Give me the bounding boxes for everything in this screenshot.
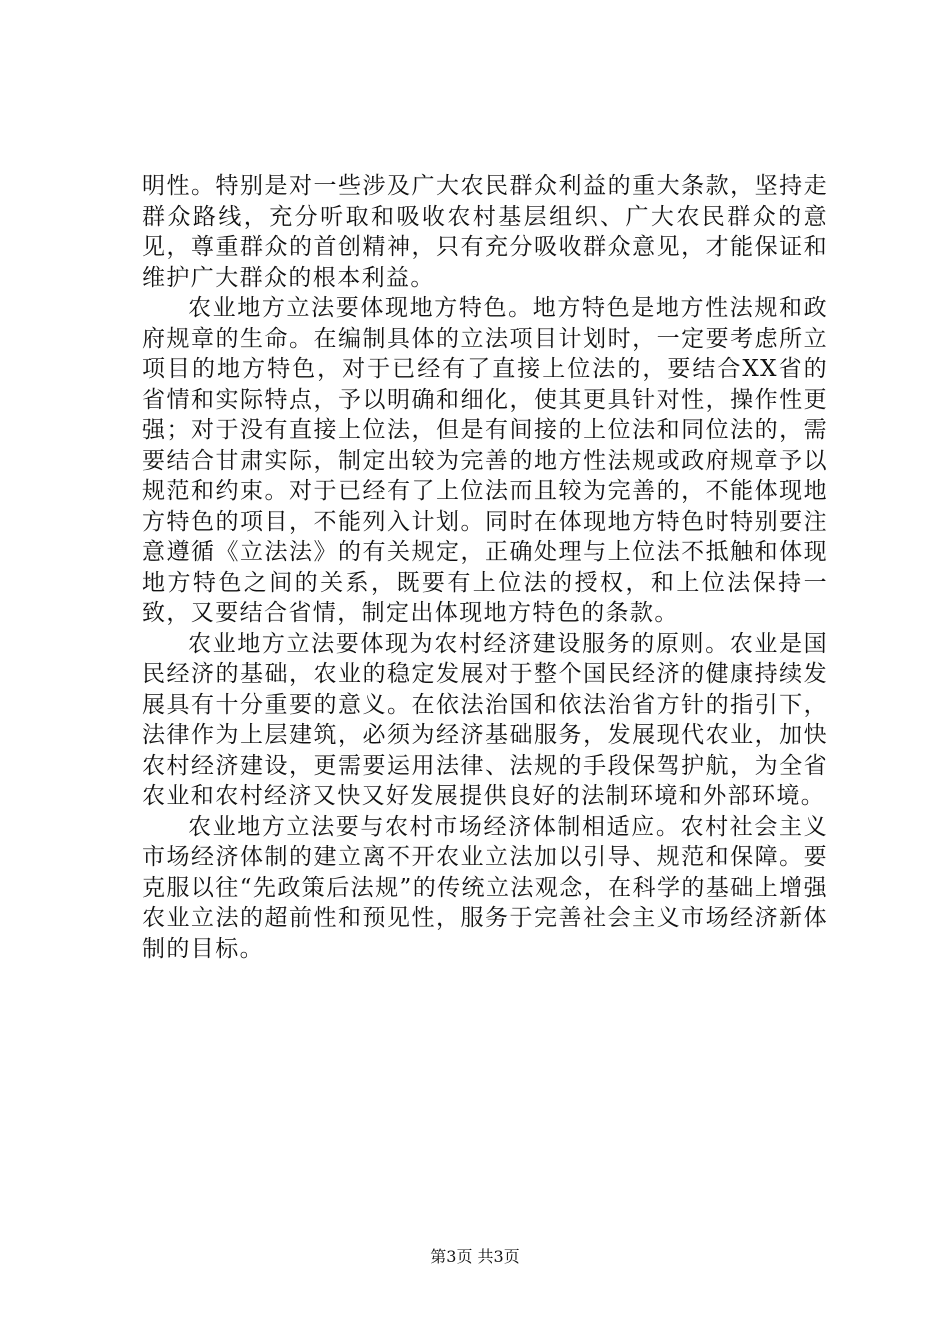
paragraph-2: 农业地方立法要体现地方特色。地方特色是地方性法规和政府规章的生命。在编制具体的立法项目计划时，一定要考虑所立项目的地方特色，对于已经有了直接上位法的，要结合XX省的省情和实际特点，予以明确和细化，使其更具针对性，操作性更强；对于没有直接上位法，但是有间接的上位法和同位法的，需要结合甘肃实际，制定出较为完善的地方性法规或政府规章予以规范和约束。对于已经有了上位法而且较为完善的，不能体现地方特色的项目，不能列入计划。同时在体现地方特色时特别要注意遵循《立法法》的有关规定，正确处理与上位法不抵触和体现地方特色之间的关系，既要有上位法的授权，和上位法保持一致，又要结合省情，制定出体现地方特色的条款。 <box>142 295 828 626</box>
paragraph-1: 明性。特别是对一些涉及广大农民群众利益的重大条款，坚持走群众路线，充分听取和吸收农村基层组织、广大农民群众的意见，尊重群众的首创精神，只有充分吸收群众意见，才能保证和维护广大群众的根本利益。 <box>142 173 828 291</box>
paragraph-3: 农业地方立法要体现为农村经济建设服务的原则。农业是国民经济的基础，农业的稳定发展对于整个国民经济的健康持续发展具有十分重要的意义。在依法治国和依法治省方针的指引下，法律作为上层建筑，必须为经济基础服务，发展现代农业，加快农村经济建设，更需要运用法律、法规的手段保驾护航，为全省农业和农村经济又快又好发展提供良好的法制环境和外部环境。 <box>142 630 828 809</box>
paragraph-4: 农业地方立法要与农村市场经济体制相适应。农村社会主义市场经济体制的建立离不开农业立法加以引导、规范和保障。要克服以往“先政策后法规”的传统立法观念，在科学的基础上增强农业立法的超前性和预见性，服务于完善社会主义市场经济新体制的目标。 <box>142 813 828 962</box>
page-footer <box>0 1244 950 1267</box>
page-number-label: 第3页 共3页 <box>430 1247 520 1266</box>
document-body <box>142 171 828 964</box>
